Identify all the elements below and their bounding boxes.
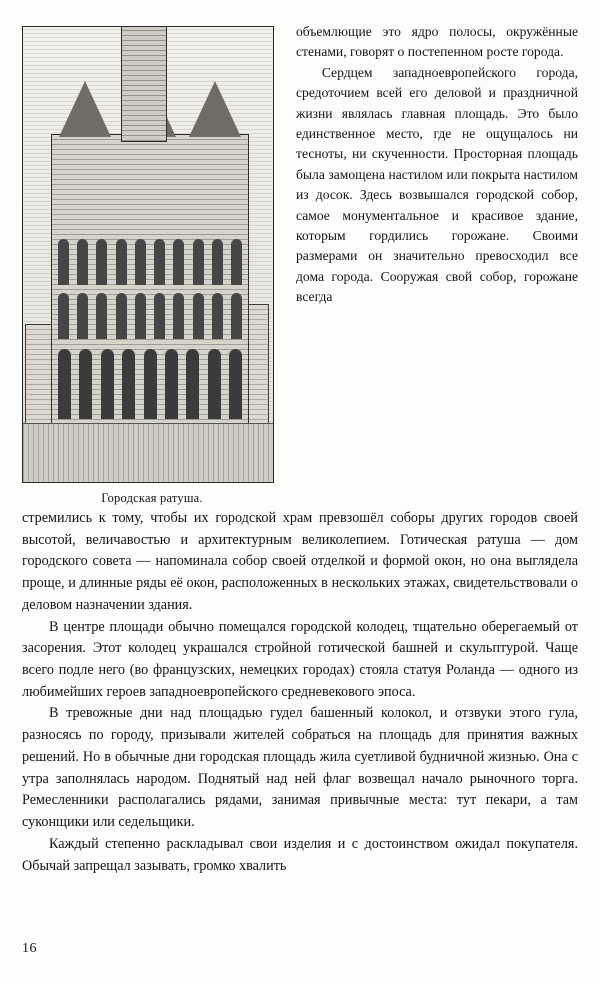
page-content <box>22 22 578 877</box>
figure-caption: Городская ратуша. <box>101 491 203 505</box>
paragraph: Сердцем западноевропейского города, средоточием всей его деловой и праздничной жизни являлась главная площадь. Это было единственное место, где не ощущалось ни тесноты, ни скученности. Просторная площадь была замощена настилом или покрыта настилом из досок. Здесь возвышался городской собор, самое монументальное и красивое здание, которым гордились горожане. Своими размерами он значительно превосходил все дома города. Сооружая свой собор, горожане всегда <box>296 64 578 305</box>
window-row-middle <box>58 293 242 339</box>
paragraph: объемлющие это ядро полосы, окружённые стенами, говорят о постепенном росте города. <box>296 24 578 60</box>
full-width-text <box>22 508 578 877</box>
arcade-row <box>58 349 242 419</box>
paragraph: В центре площади обычно помещался городской колодец, тщательно оберегаемый от засорения. Этот колодец украшался стройной готической башней и скульптурой. Чаще всего подле него (во французских, немецких городах) стояла статуя Роланда — одного из любимейших героев западноевропейского средневекового эпоса. <box>22 618 578 700</box>
town-hall-facade <box>51 134 249 426</box>
paragraph: Каждый степенно раскладывал свои изделия и с достоинством ожидал покупателя. Обычай запрещал зазывать, громко хвалить <box>22 835 578 874</box>
square-pavement <box>23 423 273 482</box>
paragraph: стремились к тому, чтобы их городской храм превзошёл соборы других городов своей высотой, величавостью и архитектурным великолепием. Готическая ратуша — дом городского совета — напоминала собор своей отделкой и формой окон, но она выглядела проще, и длинные ряды её окон, расположенных в нескольких этажах, свидетельствовали о деловом назначении здания. <box>22 510 578 613</box>
illustration-frame <box>22 26 274 483</box>
clock-tower <box>121 26 167 142</box>
window-row-upper <box>58 239 242 285</box>
page-number: 16 <box>22 941 37 956</box>
figure-town-hall <box>22 26 282 506</box>
paragraph: В тревожные дни над площадью гудел башенный колокол, и отзвуки этого гула, разносясь по городу, призывали жителей собраться на площадь для принятия важных решений. Но в обычные дни городская площадь жила суетливой будничной жизнью. Она с утра заполнялась народом. Поднятый над ней флаг возвещал начало рыночного торга. Ремесленники располагались рядами, занимая привычные места: тут пекари, а там суконщики или седельщики. <box>22 705 578 831</box>
